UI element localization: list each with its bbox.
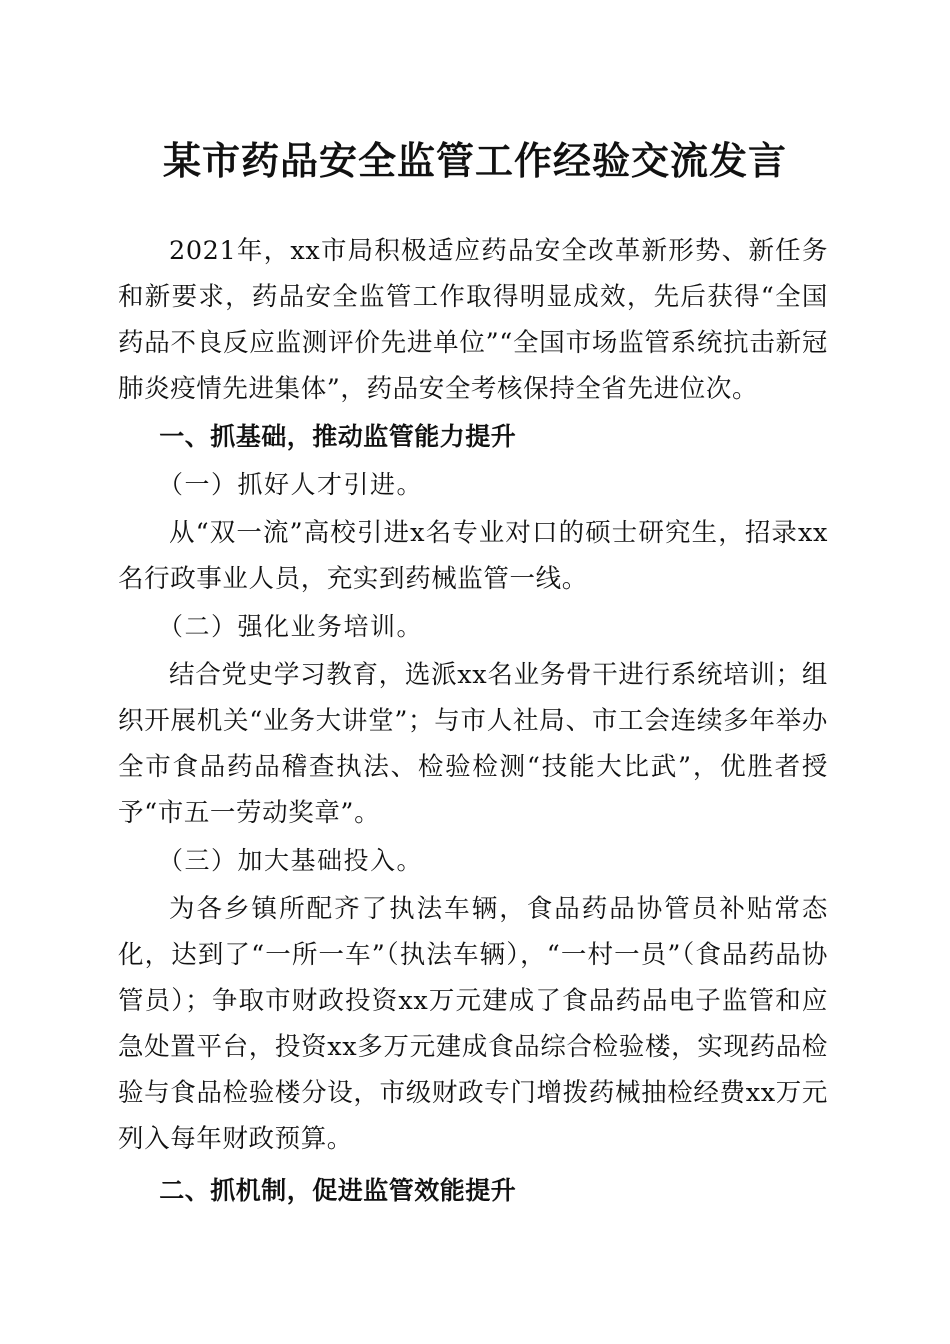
subheading-2: （二）强化业务培训。 [158, 612, 424, 641]
intro-paragraph: 2021年，xx市局积极适应药品安全改革新形势、新任务和新要求，药品安全监管工作取得明显成效，先后获得“全国药品不良反应监测评价先进单位”“全国市场监管系统抗击新冠肺炎疫情先进集体”，药品安全考核保持全省先进位次。 [118, 236, 828, 404]
subheading-1: （一）抓好人才引进。 [158, 470, 424, 499]
paragraph-1: 从“双一流”高校引进x名专业对口的硕士研究生，招录xx名行政事业人员，充实到药械监管一线。 [118, 518, 828, 594]
section-heading-1: 一、抓基础，推动监管能力提升 [159, 422, 517, 451]
paragraph-3: 为各乡镇所配齐了执法车辆，食品药品协管员补贴常态化，达到了“一所一车”（执法车辆），“一村一员”（食品药品协管员）；争取市财政投资xx万元建成了食品药品电子监管和应急处置平台，投资xx多万元建成食品综合检验楼，实现药品检验与食品检验楼分设，市级财政专门增拨药械抽检经费xx万元列入每年财政预算。 [118, 894, 828, 1154]
section-heading-2: 二、抓机制，促进监管效能提升 [159, 1176, 517, 1205]
document-body [118, 228, 828, 1214]
subheading-3: （三）加大基础投入。 [158, 846, 424, 875]
document-title: 某市药品安全监管工作经验交流发言 [162, 138, 787, 183]
paragraph-2: 结合党史学习教育，选派xx名业务骨干进行系统培训；组织开展机关“业务大讲堂”；与市人社局、市工会连续多年举办全市食品药品稽查执法、检验检测“技能大比武”，优胜者授予“市五一劳动奖章”。 [118, 660, 828, 828]
